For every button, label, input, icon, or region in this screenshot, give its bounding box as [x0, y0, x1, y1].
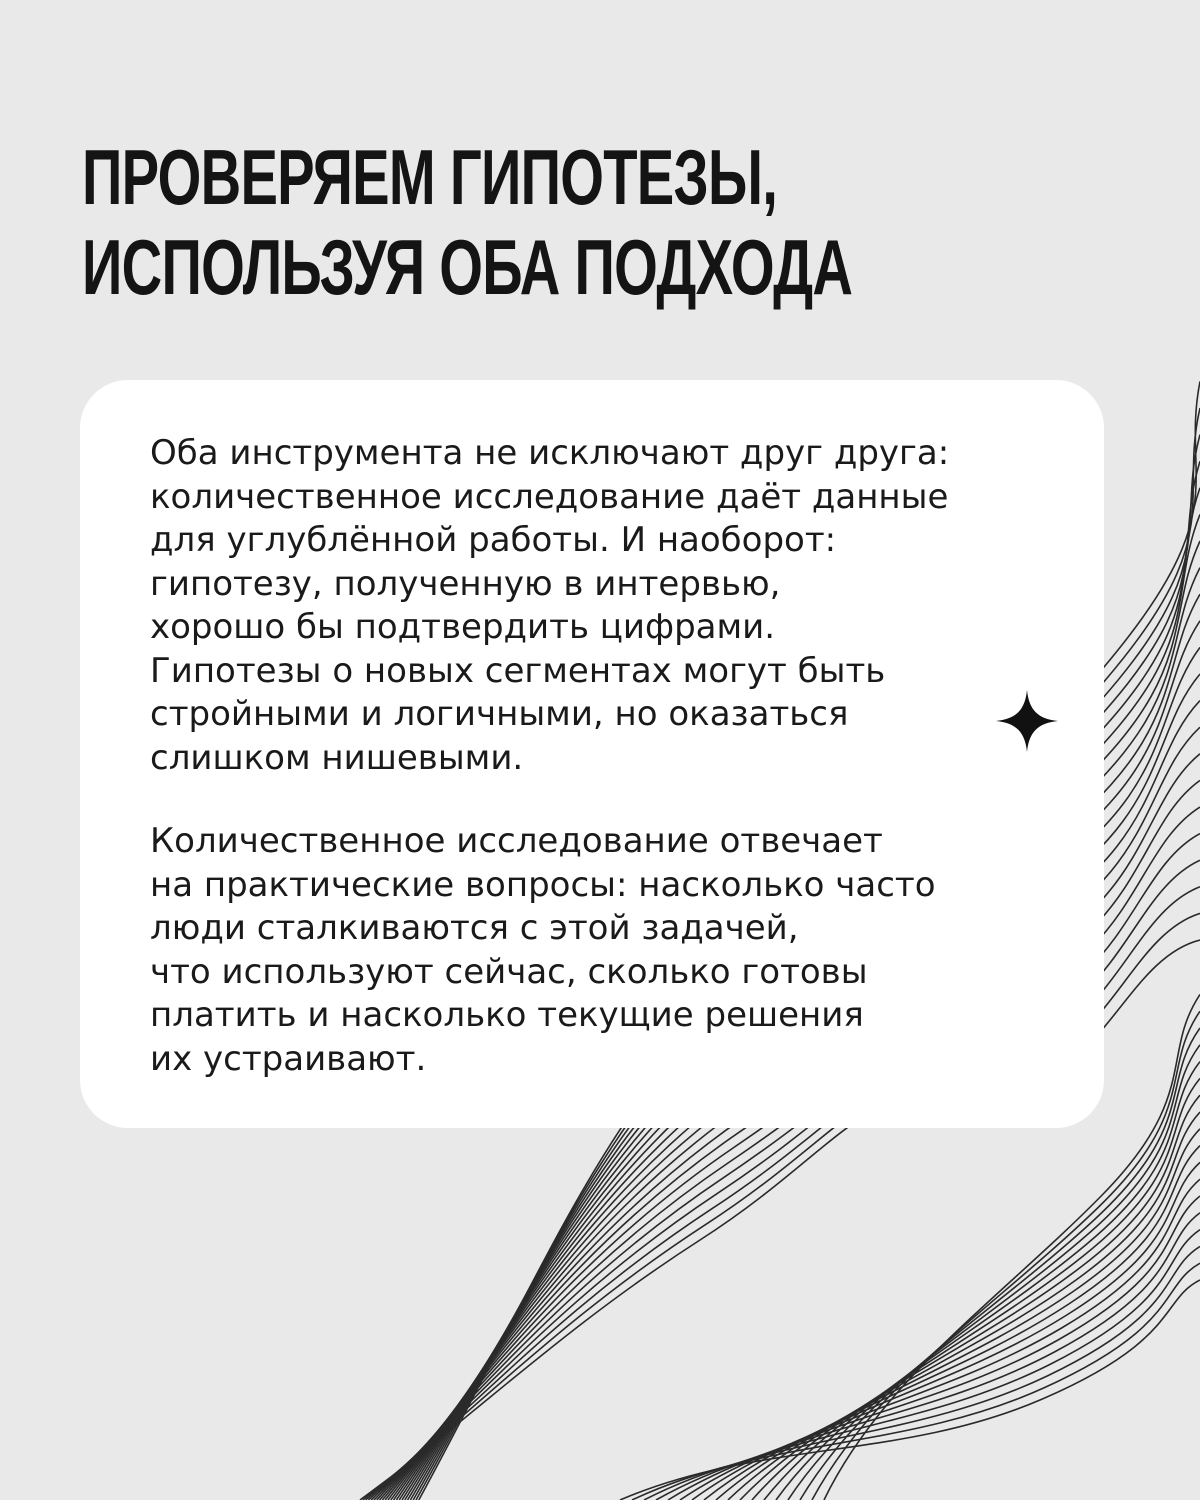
title-line-2: ИСПОЛЬЗУЯ ОБА ПОДХОДА	[82, 223, 853, 311]
four-point-star-icon	[996, 690, 1058, 752]
paragraph-2-line: их устраивают.	[150, 1038, 427, 1079]
paragraph-1-line: слишком нишевыми.	[150, 737, 524, 778]
wave-line	[632, 1263, 1200, 1500]
title-line-1: ПРОВЕРЯЕМ ГИПОТЕЗЫ,	[82, 133, 778, 221]
wave-line	[740, 1112, 1200, 1500]
paragraph-1-line: хорошо бы подтвердить цифрами.	[150, 607, 776, 647]
paragraph-1-line: стройными и логичными, но оказаться	[150, 694, 849, 734]
paragraph-2	[150, 820, 1070, 1081]
paragraph-1-line: гипотезу, полученную в интервью,	[150, 563, 781, 604]
paragraph-2-line: люди сталкиваются с этой задачей,	[150, 908, 799, 948]
card-text	[150, 432, 1070, 1121]
paragraph-1-line: Оба инструмента не исключают друг друга:	[150, 433, 950, 473]
paragraph-1	[150, 432, 1070, 780]
paragraph-2-line: платить и насколько текущие решения	[150, 995, 864, 1035]
paragraph-1-line: для углублённой работы. И наоборот:	[150, 520, 837, 560]
paragraph-1-line: количественное исследование даёт данные	[150, 476, 949, 517]
page-title	[82, 132, 852, 312]
content-card	[80, 380, 1104, 1128]
paragraph-1-line: Гипотезы о новых сегментах могут быть	[150, 650, 886, 691]
paragraph-2-line: Количественное исследование отвечает	[150, 821, 883, 861]
paragraph-2-line: на практические вопросы: насколько часто	[150, 864, 936, 905]
paragraph-2-line: что используют сейчас, сколько готовы	[150, 951, 868, 992]
wave-line	[620, 1280, 1200, 1500]
